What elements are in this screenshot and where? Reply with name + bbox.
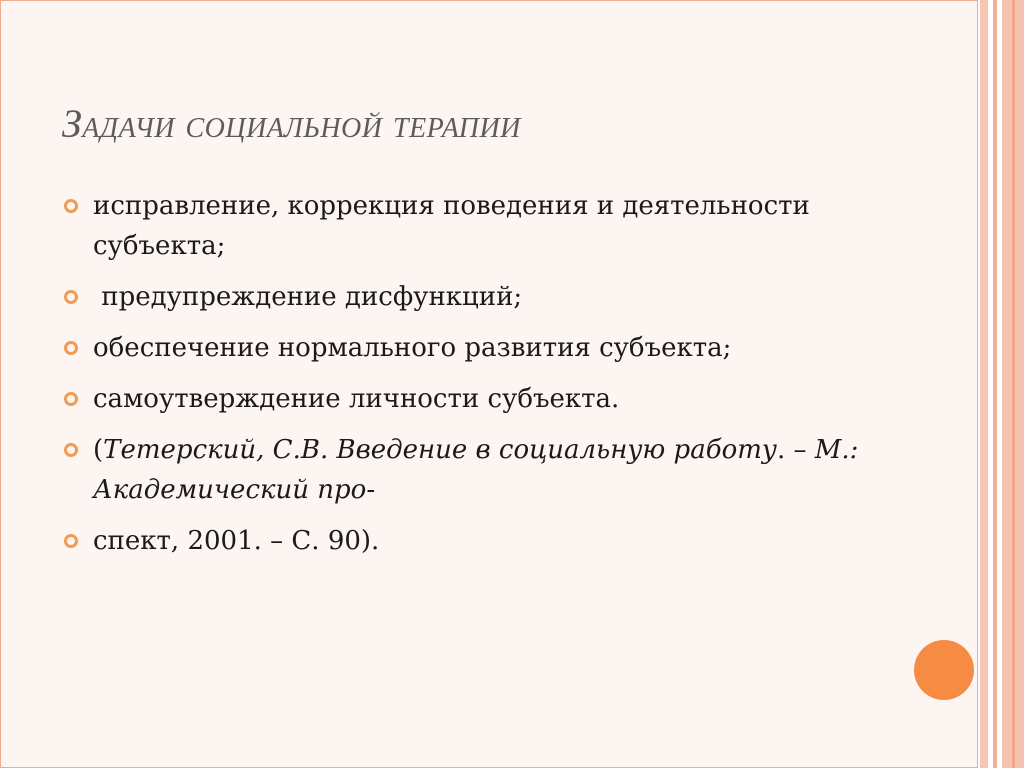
bullet-circle-icon — [64, 443, 78, 457]
orange-circle-icon — [914, 640, 974, 700]
bullet-circle-icon — [64, 199, 78, 213]
bullet-text: спект, 2001. – С. 90). — [93, 526, 380, 556]
bullet-text: предупреждение дисфункций; — [93, 282, 523, 312]
bullet-circle-icon — [64, 534, 78, 548]
bullet-circle-icon — [64, 290, 78, 304]
bullet-list — [62, 186, 882, 572]
bullet-item — [62, 328, 882, 368]
bullet-item — [62, 379, 882, 419]
bullet-item — [62, 186, 882, 266]
citation-separator: . – — [776, 435, 815, 465]
citation-open: ( — [93, 435, 104, 465]
bullet-item — [62, 277, 882, 317]
bullet-item-citation-end — [62, 521, 882, 561]
bullet-text: исправление, коррекция поведения и деятельности субъекта; — [93, 191, 810, 261]
decorative-stripe — [980, 0, 988, 768]
decorative-stripe — [1012, 0, 1015, 768]
slide-title: Задачи социальной терапии — [62, 101, 521, 146]
citation-author-title: Тетерский, С.В. Введение в социальную работу — [103, 435, 777, 465]
bullet-text: самоутверждение личности субъекта. — [93, 384, 620, 414]
bullet-circle-icon — [64, 341, 78, 355]
bullet-text: обеспечение нормального развития субъекта; — [93, 333, 732, 363]
bullet-circle-icon — [64, 392, 78, 406]
decorative-stripe — [993, 0, 997, 768]
citation-publisher: М.: Академический про- — [93, 435, 859, 505]
bullet-item-citation — [62, 430, 882, 510]
